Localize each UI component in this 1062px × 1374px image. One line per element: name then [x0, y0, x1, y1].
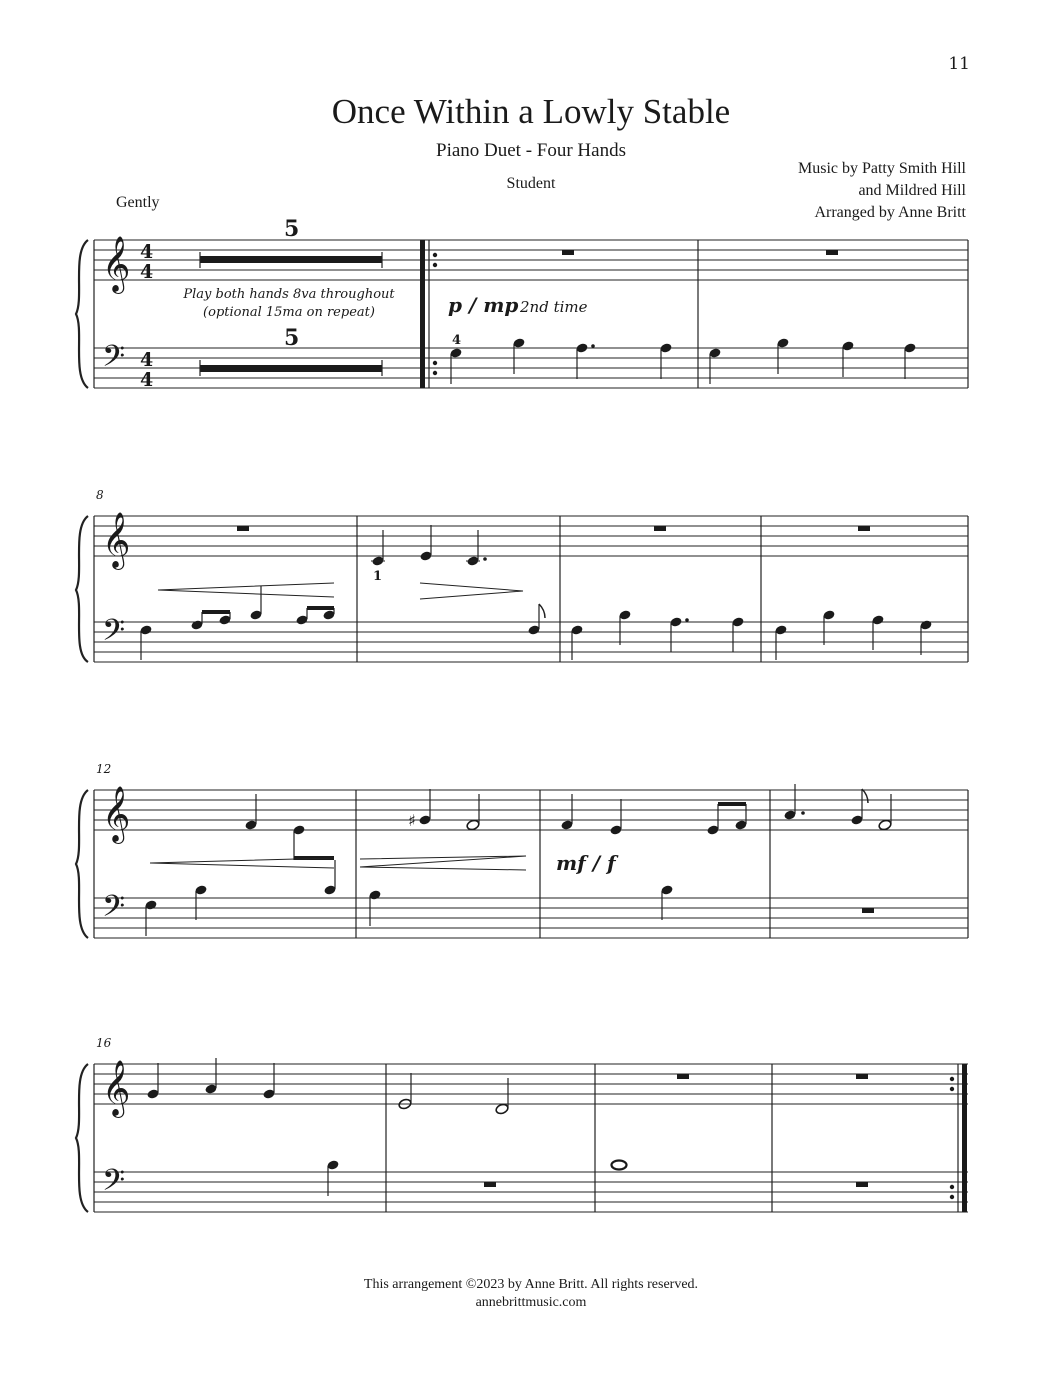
treble-staff	[94, 516, 968, 556]
system-2	[76, 488, 968, 662]
brace	[76, 240, 88, 388]
treble-clef-icon: 𝄞	[102, 786, 131, 842]
page-title: Once Within a Lowly Stable	[331, 92, 731, 131]
multirest-count: 5	[284, 325, 300, 351]
whole-rest	[862, 908, 874, 913]
time-sig-bottom: 4	[140, 369, 154, 391]
multirest-bar	[200, 256, 382, 263]
bass-notes-m14	[660, 884, 673, 920]
bass-notes-m16	[326, 1159, 339, 1196]
treble-clef-icon: 𝄞	[102, 1060, 131, 1116]
time-sig-top: 4	[140, 241, 154, 263]
treble-clef-icon: 𝄞	[102, 512, 131, 568]
multirest-bar	[200, 365, 382, 372]
tempo-marking: Gently	[116, 194, 160, 211]
bass-notes-m2	[708, 337, 916, 384]
treble-staff	[94, 1064, 968, 1104]
bass-notes-m1	[449, 337, 672, 384]
multirest-count: 5	[284, 216, 300, 242]
page-number: 11	[948, 54, 970, 74]
system-1	[76, 216, 968, 391]
bass-notes-m8	[139, 586, 335, 660]
credit-line-2: and Mildred Hill	[858, 182, 966, 199]
bass-notes-m9	[527, 604, 545, 636]
measure-number: 12	[96, 762, 112, 776]
decrescendo	[420, 583, 523, 599]
bass-clef-icon: 𝄢	[102, 1164, 126, 1205]
repeat-end-thick	[962, 1064, 967, 1212]
credit-line-3: Arranged by Anne Britt	[814, 204, 966, 221]
bass-clef-icon: 𝄢	[102, 614, 126, 655]
part-label: Student	[506, 175, 556, 192]
whole-note	[612, 1161, 627, 1170]
bass-clef-icon: 𝄢	[102, 340, 126, 381]
system-4	[76, 1036, 968, 1212]
treble-staff	[94, 790, 968, 830]
measure-number: 8	[96, 488, 104, 502]
subtitle: Piano Duet - Four Hands	[436, 140, 626, 161]
dynamic-marking: mf / f	[556, 851, 616, 875]
brace	[76, 1064, 88, 1212]
footer	[0, 1276, 1062, 1312]
treble-notes-m12	[244, 794, 334, 860]
fingering: 4	[452, 333, 462, 348]
repeat-start-thick	[420, 240, 425, 388]
sharp-icon: ♯	[408, 811, 416, 830]
treble-clef-icon: 𝄞	[102, 236, 131, 292]
brace	[76, 790, 88, 938]
crescendo	[158, 583, 334, 597]
whole-rest	[562, 250, 574, 255]
dynamic-marking: p / mp	[448, 293, 519, 317]
instruction-line-1: Play both hands 8va throughout	[183, 287, 395, 302]
brace	[76, 516, 88, 662]
treble-notes-m15	[783, 784, 892, 831]
crescendo-continuation	[360, 856, 526, 870]
instruction-line-2: (optional 15ma on repeat)	[203, 305, 375, 320]
credit-line-1: Music by Patty Smith Hill	[797, 160, 966, 177]
fingering: 1	[373, 569, 383, 584]
bass-clef-icon: 𝄢	[102, 890, 126, 931]
dynamic-note: 2nd time	[520, 298, 588, 316]
copyright: This arrangement ©2023 by Anne Britt. All rights reserved.	[363, 1277, 699, 1292]
time-sig-top: 4	[140, 349, 154, 371]
system-3	[76, 762, 968, 938]
bass-staff	[94, 898, 968, 938]
time-sig-bottom: 4	[140, 261, 154, 283]
whole-rest	[826, 250, 838, 255]
bass-staff	[94, 1172, 968, 1212]
measure-number: 16	[96, 1036, 112, 1050]
website: annebrittmusic.com	[475, 1295, 587, 1310]
